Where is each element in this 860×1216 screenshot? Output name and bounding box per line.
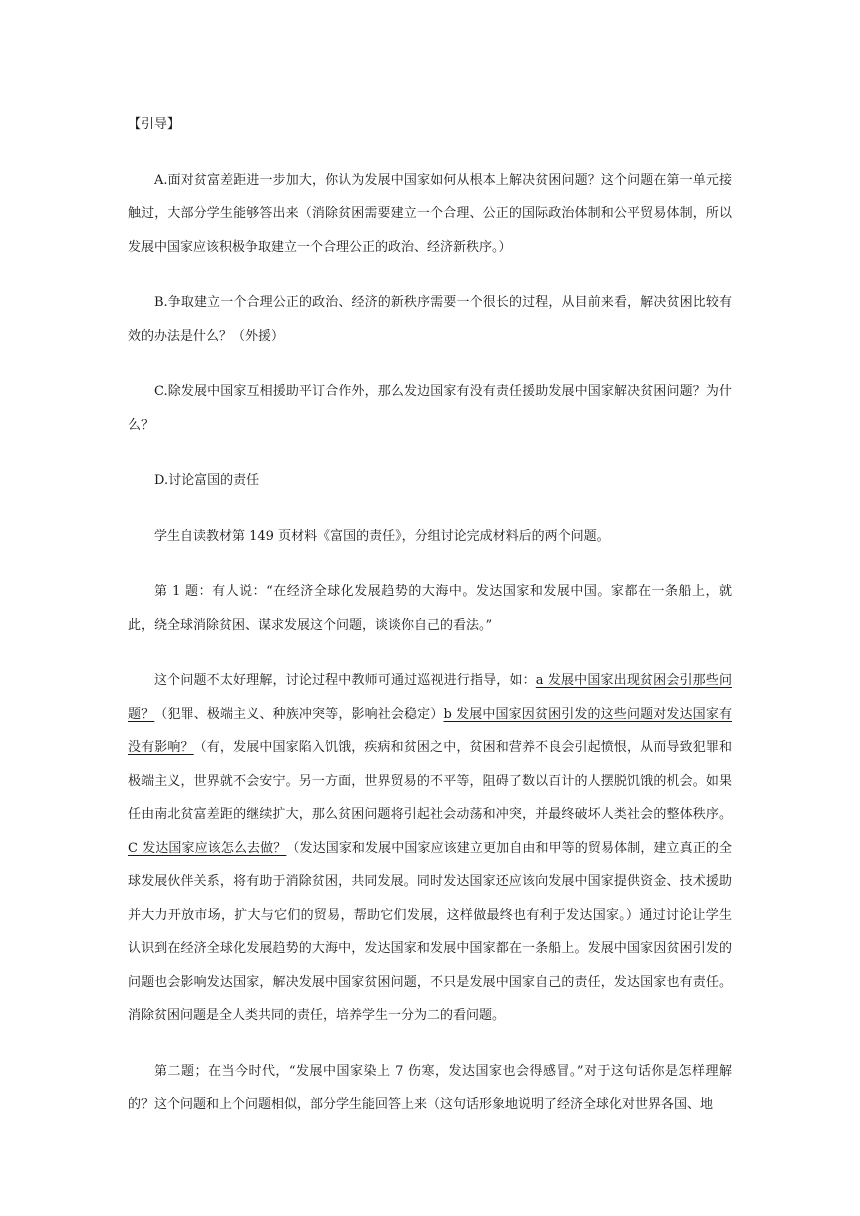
section-heading: 【引导】 xyxy=(128,117,181,132)
paragraph-c: C.除发展中国家互相援助平订合作外，那么发边国家有没有责任援助发展中国家解决贫困问题？为什么？ xyxy=(128,384,732,433)
underlined-question-a: a 发展中国家出现贫困会引那些问题？ xyxy=(128,673,732,722)
paragraph-question-1: 第 1 题：有人说：“在经济全球化发展趋势的大海中。发达国家和发展中国。家都在一条船上，就此，绕全球消除贫困、谋求发展这个问题，谈谈你自己的看法。” xyxy=(128,584,732,633)
underlined-question-c: C 发达国家应该怎么去做？ xyxy=(128,840,287,856)
paragraph-b: B.争取建立一个合理公正的政治、经济的新秩序需要一个很长的过程，从目前来看，解决贫困比较有效的办法是什么？（外援） xyxy=(128,295,732,344)
paragraph-d: D.讨论富国的责任 xyxy=(154,473,260,488)
paragraph-discussion xyxy=(128,664,732,1033)
discussion-text-1: 这个问题不太好理解，讨论过程中教师可通过巡视进行指导，如： xyxy=(154,673,536,688)
paragraph-a: A.面对贫富差距进一步加大，你认为发展中国家如何从根本上解决贫困问题？这个问题在第一单元接触过，大部分学生能够答出来（消除贫困需要建立一个合理、公正的国际政治体制和公平贸易体制，所以发展中国家应该积极争取建立一个合理公正的政治、经济新秩序。） xyxy=(128,172,732,255)
discussion-text-2: （犯罪、极端主义、种族冲突等，影响社会稳定） xyxy=(154,706,444,722)
underlined-question-b: b 发展中国家因贫困引发的这些问题对发达国家有没有影响？ xyxy=(128,706,732,755)
document-page xyxy=(128,108,732,1144)
discussion-text-4: （发达国家和发展中国家应该建立更加自由和甲等的贸易体制，建立真正的全球发展伙伴关系，将有助于消除贫困，共同发展。同时发达国家还应该向发展中国家提供资金、技术援助并大力开放市场，扩大与它们的贸易，帮助它们发展，这样做最终也有利于发达国家。）通过讨论让学生认识到在经济全球化发展趋势的大海中，发达国家和发展中国家都在一条船上。发展中国家因贫困引发的问题也会影响发达国家，解决发展中国家贫困问题，不只是发展中国家自己的责任，发达国家也有责任。消除贫困问题是全人类共同的责任，培养学生一分为二的看问题。 xyxy=(128,840,732,1023)
paragraph-intro: 学生自读教材第 149 页材料《富国的责任》，分组讨论完成材料后的两个问题。 xyxy=(154,528,610,544)
discussion-text-3: （有，发展中国家陷入饥饿，疾病和贫困之中，贫困和营养不良会引起愤恨，从而导致犯罪和极端主义，世界就不会安宁。另一方面，世界贸易的不平等，阻碍了数以百计的人摆脱饥饿的机会。如果任由南北贫富差距的继续扩大，那么贫困问题将引起社会动荡和冲突，并最终破坏人类社会的整体秩序。 xyxy=(128,740,732,822)
paragraph-question-2: 第二题；在当今时代，“发展中国家染上 7 伤寒，发达国家也会得感冒。”对于这句话你是怎样理解的？这个问题和上个问题相似，部分学生能回答上来（这句话形象地说明了经济全球化对世界各国、地 xyxy=(128,1063,732,1112)
